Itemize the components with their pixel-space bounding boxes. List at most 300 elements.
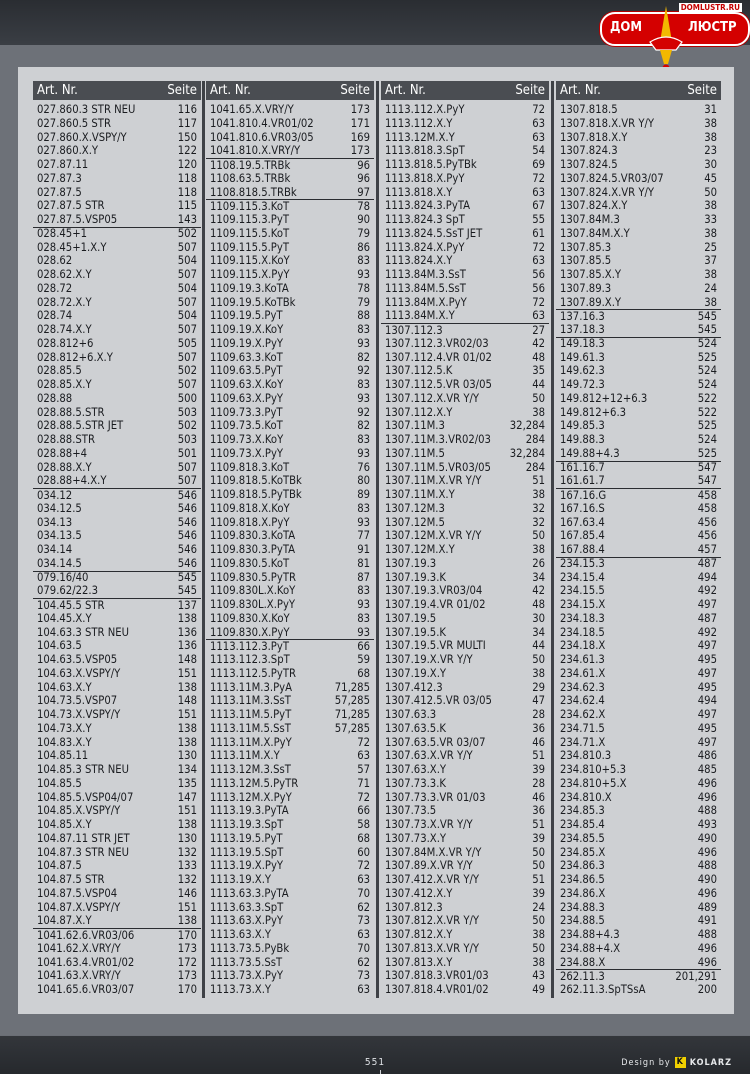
index-row xyxy=(206,763,374,777)
article-number: 1113.63.X.Y xyxy=(210,928,272,941)
article-number: 234.88+4.3 xyxy=(560,928,620,941)
article-number: 234.85.4 xyxy=(560,818,605,831)
page-reference: 71 xyxy=(357,776,370,790)
page-reference: 91 xyxy=(357,543,370,556)
page-reference: 147 xyxy=(177,790,197,804)
article-number: 1307.818.X.VR Y/Y xyxy=(560,116,655,130)
article-number: 1109.830.X.KoY xyxy=(210,611,290,625)
column-header xyxy=(381,81,549,100)
article-number: 079.62/22.3 xyxy=(37,584,99,598)
article-number: 028.88.5.STR JET xyxy=(37,419,124,433)
index-rows xyxy=(556,103,721,997)
page-reference: 491 xyxy=(697,914,717,928)
page-reference: 132 xyxy=(177,873,197,886)
page-reference: 89 xyxy=(357,488,370,501)
page-reference: 42 xyxy=(532,584,545,598)
article-number: 1113.11M.3.SsT xyxy=(210,694,291,708)
page-reference: 171 xyxy=(350,116,370,130)
index-row xyxy=(556,639,721,653)
page-reference: 545 xyxy=(177,571,197,584)
index-row xyxy=(206,557,374,571)
index-row xyxy=(206,598,374,612)
article-number: 028.85.X.Y xyxy=(37,378,92,391)
page-reference: 493 xyxy=(697,818,717,831)
article-number: 028.74 xyxy=(37,309,73,323)
article-number: 104.83.X.Y xyxy=(37,735,92,749)
page-reference: 23 xyxy=(704,144,717,158)
page-reference: 138 xyxy=(177,680,197,694)
article-number: 234.15.4 xyxy=(560,570,605,584)
page-reference: 504 xyxy=(177,281,197,295)
index-row xyxy=(556,873,721,887)
page-reference: 36 xyxy=(532,721,545,735)
page-reference: 130 xyxy=(177,749,197,763)
index-row xyxy=(381,887,549,901)
index-row xyxy=(381,736,549,750)
article-number: 034.12 xyxy=(37,488,73,502)
index-row xyxy=(206,447,374,461)
index-row xyxy=(556,172,721,186)
page-reference: 497 xyxy=(697,598,717,611)
index-row xyxy=(206,722,374,736)
article-number: 1113.11M.5.SsT xyxy=(210,721,291,735)
header-art-nr: Art. Nr. xyxy=(560,83,601,98)
index-row xyxy=(206,254,374,268)
article-number: 1109.818.5.KoTBk xyxy=(210,474,302,488)
article-number: 1307.812.X.VR Y/Y xyxy=(385,914,480,928)
index-row xyxy=(206,736,374,750)
article-number: 1113.19.3.SpT xyxy=(210,818,284,831)
article-number: 104.73.X.VSPY/Y xyxy=(37,708,121,721)
page-reference: 456 xyxy=(697,515,717,529)
article-number: 104.85.5 xyxy=(37,776,82,790)
index-row xyxy=(381,873,549,887)
article-number: 1307.112.5.K xyxy=(385,364,453,378)
index-row xyxy=(556,337,721,351)
page-reference: 79 xyxy=(357,295,370,309)
page-reference: 496 xyxy=(697,845,717,859)
index-row xyxy=(33,117,201,131)
article-number: 1307.19.3.K xyxy=(385,570,447,584)
header-art-nr: Art. Nr. xyxy=(37,83,78,98)
page-reference: 63 xyxy=(357,928,370,941)
page-reference: 284 xyxy=(525,460,545,474)
index-row xyxy=(556,144,721,158)
index-row xyxy=(206,667,374,681)
index-row xyxy=(381,956,549,970)
index-row xyxy=(381,529,549,543)
index-row xyxy=(206,351,374,365)
article-number: 104.85.3 STR NEU xyxy=(37,763,129,776)
page-reference: 50 xyxy=(532,529,545,543)
article-number: 1307.11M.X.VR Y/Y xyxy=(385,474,482,488)
index-row xyxy=(381,364,549,378)
index-row xyxy=(33,914,201,928)
article-number: 234.71.5 xyxy=(560,721,605,735)
page-reference: 173 xyxy=(350,144,370,158)
page-reference: 492 xyxy=(697,625,717,639)
index-row xyxy=(381,447,549,461)
page-reference: 507 xyxy=(177,295,197,309)
article-number: 1307.63.3 xyxy=(385,708,437,721)
index-row xyxy=(381,337,549,351)
page-reference: 169 xyxy=(350,130,370,144)
page-reference: 505 xyxy=(177,336,197,350)
page-reference: 30 xyxy=(704,158,717,171)
header-seite: Seite xyxy=(167,83,197,98)
index-row xyxy=(381,488,549,502)
logo-word-right: ЛЮСТР xyxy=(688,20,737,35)
index-row xyxy=(381,859,549,873)
page-reference: 70 xyxy=(357,886,370,900)
page-reference: 25 xyxy=(704,240,717,254)
index-row xyxy=(381,172,549,186)
index-row xyxy=(381,749,549,763)
index-row xyxy=(381,351,549,365)
page-reference: 143 xyxy=(177,213,197,226)
index-row xyxy=(556,969,721,983)
page-reference: 34 xyxy=(532,570,545,584)
article-number: 149.88+4.3 xyxy=(560,446,620,460)
article-number: 104.73.X.Y xyxy=(37,721,92,735)
index-row xyxy=(33,956,201,970)
index-row xyxy=(33,557,201,571)
page-reference: 507 xyxy=(177,460,197,474)
page-reference: 58 xyxy=(357,818,370,831)
article-number: 1041.63.4.VR01/02 xyxy=(37,955,135,969)
page-reference: 62 xyxy=(357,955,370,969)
index-row xyxy=(33,749,201,763)
article-number: 1307.112.4.VR 01/02 xyxy=(385,350,492,364)
page-reference: 45 xyxy=(704,171,717,185)
article-number: 1113.73.X.PyY xyxy=(210,969,284,983)
article-number: 1109.115.5.PyT xyxy=(210,240,289,254)
article-number: 104.63.5 xyxy=(37,639,82,653)
page-reference: 487 xyxy=(697,557,717,571)
page-reference: 96 xyxy=(357,158,370,172)
index-row xyxy=(206,392,374,406)
article-number: 1113.63.3.SpT xyxy=(210,900,284,914)
article-number: 1307.89.X.VR Y/Y xyxy=(385,859,473,873)
index-row xyxy=(381,323,549,337)
index-row xyxy=(206,323,374,337)
page-reference: 38 xyxy=(532,955,545,969)
page-reference: 136 xyxy=(177,639,197,653)
article-number: 1307.818.3.VR01/03 xyxy=(385,969,489,983)
page-reference: 83 xyxy=(357,611,370,625)
index-row xyxy=(556,859,721,873)
page-reference: 38 xyxy=(704,226,717,240)
header-art-nr: Art. Nr. xyxy=(385,83,426,98)
article-number: 1109.830.3.PyTA xyxy=(210,543,295,556)
article-number: 028.88.STR xyxy=(37,433,95,446)
page-reference: 492 xyxy=(697,584,717,598)
page-reference: 32,284 xyxy=(509,419,545,433)
page-reference: 28 xyxy=(532,708,545,721)
index-row xyxy=(33,131,201,145)
index-row xyxy=(556,103,721,117)
index-row xyxy=(33,832,201,846)
page-reference: 490 xyxy=(697,831,717,845)
page-reference: 150 xyxy=(177,130,197,144)
page-reference: 50 xyxy=(532,859,545,873)
article-number: 1109.115.3.KoT xyxy=(210,199,290,213)
article-number: 1113.63.X.PyY xyxy=(210,914,284,928)
article-number: 1041.810.6.VR03/05 xyxy=(210,130,314,144)
article-number: 027.87.3 xyxy=(37,171,82,185)
index-row xyxy=(206,433,374,447)
index-row xyxy=(33,419,201,433)
page-reference: 546 xyxy=(177,488,197,502)
page-reference: 50 xyxy=(532,914,545,928)
page-reference: 545 xyxy=(697,309,717,323)
index-row xyxy=(206,241,374,255)
chandelier-icon xyxy=(646,2,686,72)
page-reference: 496 xyxy=(697,790,717,804)
index-row xyxy=(33,323,201,337)
page-reference: 76 xyxy=(357,460,370,474)
index-row xyxy=(33,337,201,351)
index-row xyxy=(556,942,721,956)
index-row xyxy=(556,804,721,818)
index-column-2 xyxy=(206,81,374,997)
article-number: 1307.73.5 xyxy=(385,804,437,818)
article-number: 1307.84M.X.Y xyxy=(560,226,630,240)
article-number: 104.87.X.VSPY/Y xyxy=(37,900,121,914)
index-row xyxy=(381,804,549,818)
page-reference: 57 xyxy=(357,763,370,776)
index-row xyxy=(381,419,549,433)
page-reference: 148 xyxy=(177,653,197,666)
index-row xyxy=(206,199,374,213)
index-row xyxy=(556,282,721,296)
header-art-nr: Art. Nr. xyxy=(210,83,251,98)
page-reference: 93 xyxy=(357,391,370,405)
page-reference: 545 xyxy=(177,584,197,598)
page-reference: 50 xyxy=(704,185,717,199)
article-number: 234.85.X xyxy=(560,845,606,859)
index-row xyxy=(381,392,549,406)
index-row xyxy=(33,378,201,392)
page-reference: 524 xyxy=(697,364,717,378)
article-number: 1307.84M.X.VR Y/Y xyxy=(385,845,482,859)
index-row xyxy=(556,983,721,997)
article-number: 028.74.X.Y xyxy=(37,323,92,336)
page-reference: 457 xyxy=(697,543,717,556)
article-number: 1113.73.X.Y xyxy=(210,983,272,996)
index-row xyxy=(381,268,549,282)
index-row xyxy=(33,213,201,227)
page-reference: 63 xyxy=(357,749,370,763)
article-number: 1113.19.5.SpT xyxy=(210,845,284,859)
article-number: 1109.73.X.KoY xyxy=(210,433,284,446)
index-row xyxy=(556,846,721,860)
page-reference: 486 xyxy=(697,749,717,763)
index-row xyxy=(206,543,374,557)
index-row xyxy=(206,488,374,502)
page-reference: 507 xyxy=(177,268,197,281)
page-reference: 500 xyxy=(177,391,197,405)
article-number: 104.63.3 STR NEU xyxy=(37,625,129,639)
article-number: 027.860.3 STR NEU xyxy=(37,103,136,116)
page-reference: 32 xyxy=(532,515,545,529)
index-row xyxy=(206,516,374,530)
article-number: 1113.73.5.SsT xyxy=(210,955,283,969)
page-reference: 118 xyxy=(177,185,197,199)
page-reference: 68 xyxy=(357,666,370,680)
page-reference: 173 xyxy=(177,969,197,983)
article-number: 1113.12M.X.PyY xyxy=(210,790,292,804)
index-row xyxy=(556,254,721,268)
index-row xyxy=(206,158,374,172)
page-reference: 494 xyxy=(697,570,717,584)
page-reference: 496 xyxy=(697,941,717,955)
index-row xyxy=(33,241,201,255)
article-number: 1307.112.X.Y xyxy=(385,405,453,419)
page-reference: 82 xyxy=(357,350,370,364)
page-reference: 59 xyxy=(357,653,370,666)
article-number: 027.860.X.VSPY/Y xyxy=(37,130,127,144)
page-reference: 496 xyxy=(697,886,717,900)
index-row xyxy=(556,887,721,901)
header-seite: Seite xyxy=(515,83,545,98)
index-row xyxy=(33,777,201,791)
index-row xyxy=(206,571,374,585)
index-row xyxy=(556,227,721,241)
article-number: 1307.412.3 xyxy=(385,680,443,694)
page-reference: 61 xyxy=(532,226,545,240)
article-number: 027.87.5 STR xyxy=(37,199,105,213)
article-number: 234.810.3 xyxy=(560,749,612,763)
page-reference: 83 xyxy=(357,378,370,391)
article-number: 1307.824.X.Y xyxy=(560,199,628,213)
index-row xyxy=(33,158,201,172)
article-number: 1113.11M.X.Y xyxy=(210,749,280,763)
index-row xyxy=(381,144,549,158)
page-reference: 80 xyxy=(357,474,370,488)
page-reference: 546 xyxy=(177,543,197,556)
page-reference: 50 xyxy=(532,941,545,955)
article-number: 234.810+5.X xyxy=(560,776,627,790)
article-number: 149.72.3 xyxy=(560,378,605,391)
page-reference: 55 xyxy=(532,213,545,226)
index-row xyxy=(556,351,721,365)
article-number: 234.71.X xyxy=(560,735,606,749)
page-reference: 71,285 xyxy=(334,708,370,721)
page-reference: 38 xyxy=(532,405,545,419)
page-reference: 489 xyxy=(697,900,717,914)
page-reference: 172 xyxy=(177,955,197,969)
index-row xyxy=(556,681,721,695)
article-number: 1113.112.X.Y xyxy=(385,116,453,130)
index-row xyxy=(33,736,201,750)
page-reference: 135 xyxy=(177,776,197,790)
article-number: 1307.63.X.VR Y/Y xyxy=(385,749,473,763)
index-row xyxy=(33,846,201,860)
article-number: 1109.830.5.PyTR xyxy=(210,570,296,584)
page-reference: 51 xyxy=(532,873,545,886)
article-number: 1041.810.X.VRY/Y xyxy=(210,144,301,158)
page-reference: 546 xyxy=(177,515,197,529)
page-reference: 71,285 xyxy=(334,680,370,694)
index-row xyxy=(381,227,549,241)
article-number: 234.88.X xyxy=(560,955,606,969)
article-number: 104.87.X.Y xyxy=(37,914,92,928)
article-number: 1307.12M.5 xyxy=(385,515,445,529)
index-row xyxy=(381,241,549,255)
index-rows xyxy=(381,103,549,997)
article-number: 1307.11M.3.VR02/03 xyxy=(385,433,491,446)
article-number: 1109.73.3.PyT xyxy=(210,405,283,419)
page-reference: 38 xyxy=(704,199,717,213)
index-row xyxy=(33,392,201,406)
article-number: 1113.19.5.PyT xyxy=(210,831,283,845)
article-number: 1307.11M.3 xyxy=(385,419,445,433)
page-reference: 72 xyxy=(357,790,370,804)
article-number: 1307.824.3 xyxy=(560,144,618,158)
article-number: 1109.818.X.PyY xyxy=(210,515,290,529)
article-number: 1113.818.X.Y xyxy=(385,185,453,199)
index-row xyxy=(33,529,201,543)
index-row xyxy=(206,474,374,488)
index-column-4 xyxy=(556,81,721,997)
page-reference: 63 xyxy=(532,254,545,268)
article-number: 1113.112.3.PyT xyxy=(210,639,289,653)
article-number: 149.85.3 xyxy=(560,419,605,433)
page-reference: 138 xyxy=(177,914,197,928)
column-header xyxy=(33,81,201,100)
article-number: 1307.12M.X.VR Y/Y xyxy=(385,529,482,543)
article-number: 1307.11M.X.Y xyxy=(385,488,455,501)
page-reference: 137 xyxy=(177,598,197,612)
article-number: 1307.19.5.VR MULTI xyxy=(385,639,486,653)
index-row xyxy=(33,254,201,268)
article-number: 1109.63.5.PyT xyxy=(210,364,283,378)
page-reference: 63 xyxy=(532,309,545,323)
page-reference: 115 xyxy=(177,199,197,213)
page-reference: 48 xyxy=(532,598,545,611)
page-reference: 116 xyxy=(177,103,197,116)
article-number: 1307.818.4.VR01/02 xyxy=(385,983,489,996)
index-row xyxy=(206,529,374,543)
index-row xyxy=(381,131,549,145)
page-reference: 507 xyxy=(177,350,197,364)
index-row xyxy=(381,557,549,571)
article-number: 149.812+6.3 xyxy=(560,405,627,419)
article-number: 1109.19.5.PyT xyxy=(210,309,283,323)
index-row xyxy=(33,543,201,557)
article-number: 1307.63.5.K xyxy=(385,721,447,735)
article-number: 1109.63.3.KoT xyxy=(210,350,283,364)
index-row xyxy=(33,488,201,502)
index-row xyxy=(556,378,721,392)
page-reference: 148 xyxy=(177,694,197,708)
article-number: 1113.11M.3.PyA xyxy=(210,680,292,694)
page-reference: 63 xyxy=(357,873,370,886)
article-number: 1307.85.3 xyxy=(560,240,612,254)
article-number: 1109.830.5.KoT xyxy=(210,556,290,570)
page-reference: 28 xyxy=(532,776,545,790)
page-reference: 47 xyxy=(532,694,545,708)
index-row xyxy=(381,543,549,557)
page-reference: 67 xyxy=(532,199,545,213)
index-row xyxy=(33,694,201,708)
page-reference: 524 xyxy=(697,433,717,446)
page-reference: 31 xyxy=(704,103,717,116)
index-row xyxy=(556,736,721,750)
article-number: 1108.19.5.TRBk xyxy=(210,158,291,172)
page-reference: 93 xyxy=(357,625,370,639)
